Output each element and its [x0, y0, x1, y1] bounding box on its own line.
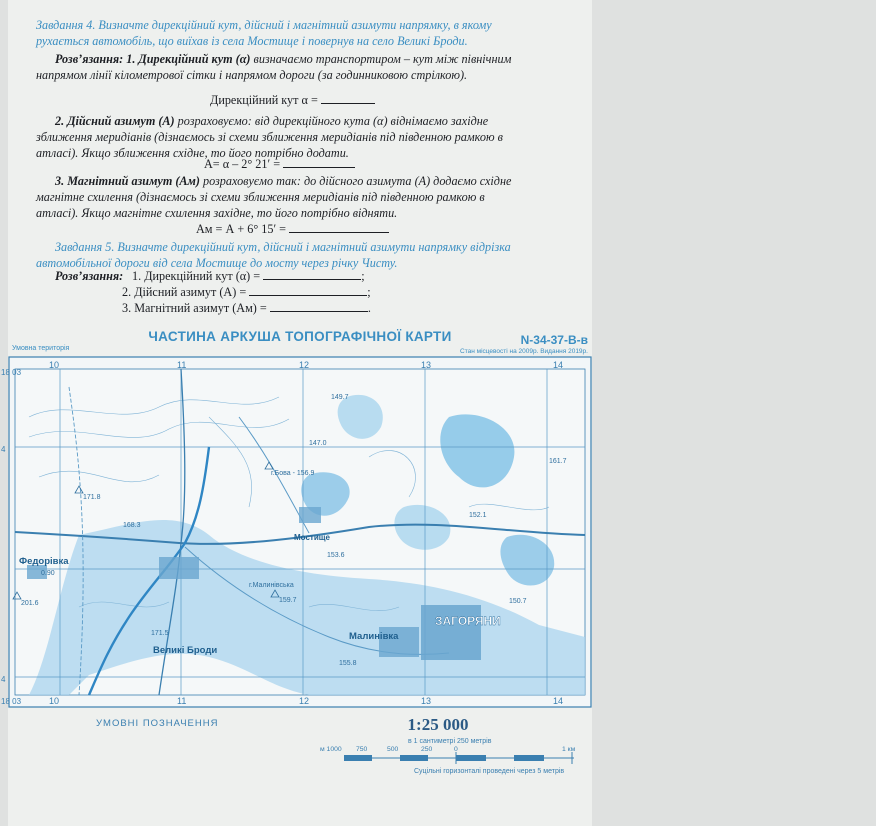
elev-171-8: 171.8 — [83, 494, 101, 501]
place-fedorivka-height: 0.90 — [41, 570, 55, 577]
scale-bar — [344, 752, 574, 764]
task5-item2-blank[interactable] — [249, 284, 367, 296]
step2-lead: 2. Дійсний азимут (А) — [55, 114, 175, 128]
scale-label-1000: м 1000 — [320, 746, 342, 753]
task4-heading-line2: рухається автомобіль, що виїхав із села Мостище і повернув на село Великі Броди. — [36, 34, 468, 48]
elev-168-3: 168.3 — [123, 522, 141, 529]
zone-note: Умовна територія — [12, 345, 70, 352]
scale-label-750: 750 — [356, 746, 368, 753]
sheet-code: N-34-37-В-в — [520, 333, 588, 347]
topographic-map — [1, 357, 591, 707]
place-velyki-brody: Великі Броди — [153, 645, 218, 656]
formula3-answer-blank[interactable] — [289, 221, 389, 233]
task4-step2 — [55, 113, 488, 129]
task4-step2-line3: атласі). Якщо зближення східне, то його потрібно додати. — [36, 146, 349, 160]
corner-top-left: 18 03 — [1, 368, 22, 377]
task5-item3 — [122, 300, 371, 316]
task5-item3-label: 3. Магнітний азимут (Ам) = — [122, 301, 270, 315]
elev-153-6: 153.6 — [327, 552, 345, 559]
edition-note: Стан місцевості на 2009р. Видання 2019р. — [460, 348, 588, 355]
hill-bova: г.Бова - 156.9 — [271, 470, 315, 477]
formula-directional-angle — [210, 92, 375, 108]
task4-step1-line2: напрямом лінії кілометрової сітки і напрямом дороги (за годинниковою стрілкою). — [36, 68, 468, 82]
place-fedorivka: Федорівка — [19, 556, 69, 567]
task5-item3-blank[interactable] — [270, 300, 368, 312]
contour-note: Суцільні горизонталі проведені через 5 метрів — [414, 768, 565, 775]
elev-155-8: 155.8 — [339, 660, 357, 667]
scale-label-500: 500 — [387, 746, 399, 753]
step2-rest: розраховуємо: від дирекційного кута (α) віднімаємо західне — [174, 114, 489, 128]
grid-bottom-13: 13 — [421, 696, 432, 706]
task5-item1-end: ; — [361, 269, 365, 283]
elev-161-7: 161.7 — [549, 458, 567, 465]
step3-lead: 3. Магнітний азимут (Ам) — [55, 174, 200, 188]
grid-left-upper: 4 — [1, 445, 6, 454]
elev-150-7: 150.7 — [509, 598, 527, 605]
grid-top-12: 12 — [299, 360, 310, 370]
task5-item1 — [132, 268, 365, 284]
elev-147-0: 147.0 — [309, 440, 327, 447]
legend-title: УМОВНІ ПОЗНАЧЕННЯ — [96, 718, 219, 729]
grid-top-14: 14 — [553, 360, 564, 370]
task5-item1-blank[interactable] — [263, 268, 361, 280]
task5-lead: Розв’язання: — [55, 269, 124, 283]
hill-malynivska: г.Малинівська — [249, 582, 294, 589]
task5-item3-end: . — [367, 301, 371, 315]
formula2-answer-blank[interactable] — [283, 156, 355, 168]
step1-rest: визначаємо транспортиром – кут між північним — [250, 52, 512, 66]
step3-rest: розраховуємо так: до дійсного азимута (А) додаємо східне — [199, 174, 512, 188]
task4-heading-line1: Завдання 4. Визначте дирекційний кут, дійсний і магнітний азимути напрямку, в якому — [36, 18, 492, 32]
formula-magnetic-azimuth — [196, 221, 389, 237]
formula-true-azimuth — [204, 156, 355, 172]
formula1-answer-blank[interactable] — [321, 92, 375, 104]
task5-item1-label: 1. Дирекційний кут (α) = — [132, 269, 264, 283]
elev-152-1: 152.1 — [469, 512, 487, 519]
task4-step2-line2: зближення меридіанів (дізнаємось зі схеми зближення меридіанів під південною рамкою в — [36, 130, 503, 144]
task5-heading-line1: Завдання 5. Визначте дирекційний кут, дійсний і магнітний азимути напрямку відрізка — [55, 240, 511, 254]
grid-bottom-12: 12 — [299, 696, 310, 706]
task5-item2 — [122, 284, 371, 300]
formula2-label: А= α – 2° 21′ = — [204, 157, 284, 171]
elev-171-5: 171.5 — [151, 630, 169, 637]
grid-left-lower: 4 — [1, 675, 6, 684]
elev-149-7: 149.7 — [331, 394, 349, 401]
task5-heading-line2: автомобільної дороги від села Мостище до мосту через річку Чисту. — [36, 256, 398, 270]
map-title: ЧАСТИНА АРКУША ТОПОГРАФІЧНОЇ КАРТИ — [148, 329, 452, 344]
grid-bottom-10: 10 — [49, 696, 60, 706]
task4-step1 — [55, 51, 511, 67]
place-malynivka: Малинівка — [349, 631, 399, 642]
map-canvas — [1, 357, 591, 707]
scale-label-0: 0 — [454, 746, 458, 753]
task4-step3-line3: атласі). Якщо магнітне схилення західне, то його потрібно відняти. — [36, 206, 398, 220]
formula3-label: Ам = А + 6° 15′ = — [196, 222, 290, 236]
task5-item2-label: 2. Дійсний азимут (А) = — [122, 285, 250, 299]
grid-bottom-14: 14 — [553, 696, 564, 706]
grid-top-10: 10 — [49, 360, 60, 370]
scale-label-1km: 1 км — [562, 746, 576, 753]
elev-159-7: 159.7 — [279, 597, 297, 604]
task4-step3-line2: магнітне схилення (дізнаємось зі схеми зближення меридіанів під південною рамкою в — [36, 190, 485, 204]
step1-lead: Розв’язання: 1. Дирекційний кут (α) — [55, 52, 251, 66]
elev-201-6: 201.6 — [21, 600, 39, 607]
task5-item2-end: ; — [367, 285, 371, 299]
scale-subtitle: в 1 сантиметрі 250 метрів — [408, 738, 492, 745]
grid-top-13: 13 — [421, 360, 432, 370]
grid-bottom-11: 11 — [177, 696, 187, 706]
task4-step3 — [55, 173, 511, 189]
scale-label-250: 250 — [421, 746, 433, 753]
grid-top-11: 11 — [177, 360, 187, 370]
corner-bottom-left: 18 03 — [1, 697, 22, 706]
map-scale: 1:25 000 — [407, 715, 469, 734]
place-zahoriany: ЗАГОРЯНИ — [435, 614, 501, 628]
formula1-label: Дирекційний кут α = — [210, 93, 321, 107]
place-mostyshche: Мостище — [294, 533, 330, 542]
